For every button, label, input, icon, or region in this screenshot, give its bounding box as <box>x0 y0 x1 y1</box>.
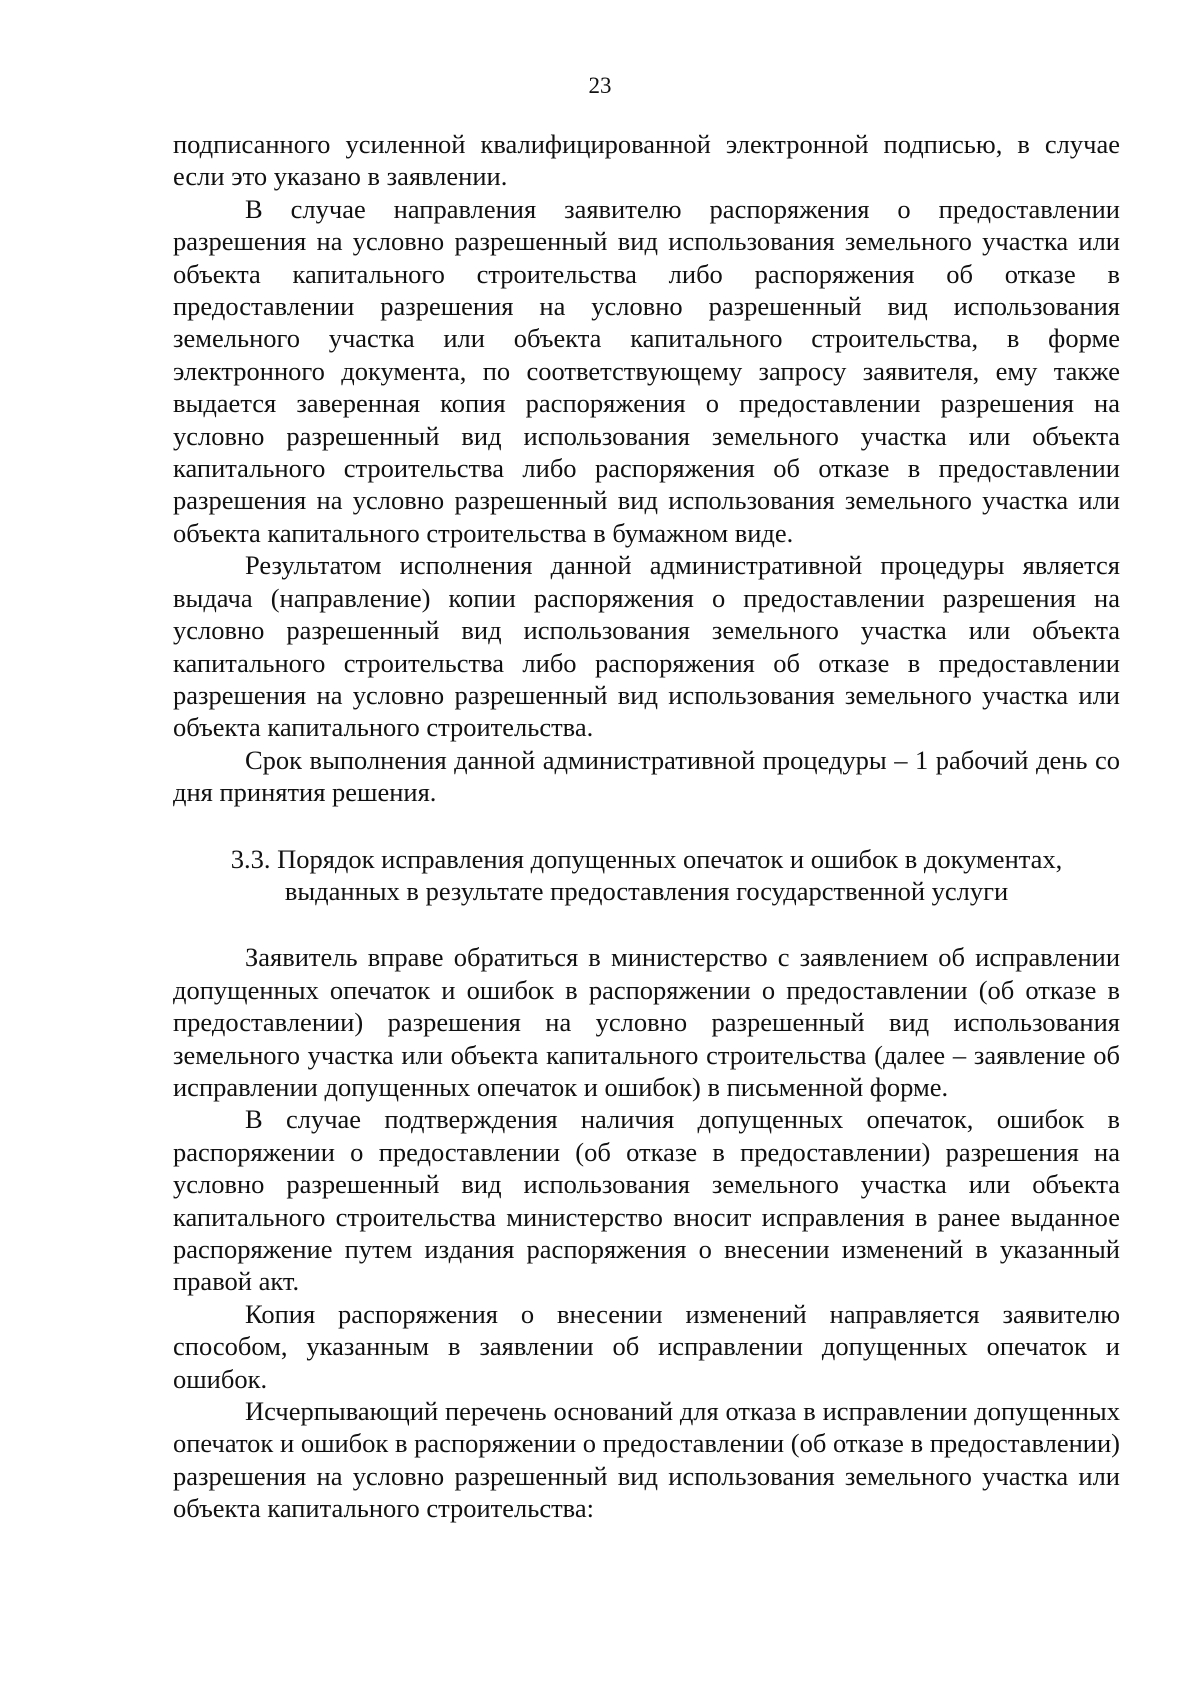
section-heading <box>173 843 1120 908</box>
paragraph-procedure-deadline: Срок выполнения данной административной процедуры – 1 рабочий день со дня принятия решения. <box>173 744 1120 808</box>
paragraph-continuation: подписанного усиленной квалифицированной электронной подписью, в случае если это указано в заявлении. <box>173 129 1120 192</box>
paragraph-copy-sent: Копия распоряжения о внесении изменений направляется заявителю способом, указанным в заявлении об исправлении допущенных опечаток и ошибок. <box>173 1298 1120 1394</box>
paragraph-electronic-document-copy: В случае направления заявителю распоряжения о предоставлении разрешения на условно разрешенный вид использования земельного участка или объекта капитального строительства либо распоряжения об отказе в предоставлении разрешения на условно разрешенный вид использования земельного участка или объекта капитального строительства, в форме электронного документа, по соответствующему запросу заявителя, ему также выдается заверенная копия распоряжения о предоставлении разрешения на условно разрешенный вид использования земельного участка или объекта капитального строительства либо распоряжения об отказе в предоставлении разрешения на условно разрешенный вид использования земельного участка или объекта капитального строительства в бумажном виде. <box>173 193 1120 548</box>
paragraph-refusal-grounds: Исчерпывающий перечень оснований для отказа в исправлении допущенных опечаток и ошибок в распоряжении о предоставлении (об отказе в предоставлении) разрешения на условно разрешенный вид использования земельного участка или объекта капитального строительства: <box>173 1396 1120 1524</box>
page-number: 23 <box>588 73 612 98</box>
paragraph-procedure-result: Результатом исполнения данной административной процедуры является выдача (направление) копии распоряжения о предоставлении разрешения на условно разрешенный вид использования земельного участка или объекта капитального строительства либо распоряжения об отказе в предоставлении разрешения на условно разрешенный вид использования земельного участка или объекта капитального строительства. <box>173 550 1120 743</box>
section-heading-line-1: 3.3. Порядок исправления допущенных опечаток и ошибок в документах, <box>230 843 1063 874</box>
document-body <box>173 128 1120 1525</box>
paragraph-correction-confirmation: В случае подтверждения наличия допущенных опечаток, ошибок в распоряжении о предоставлении (об отказе в предоставлении) разрешения на условно разрешенный вид использования земельного участка или объекта капитального строительства министерство вносит исправления в ранее выданное распоряжение путем издания распоряжения о внесении изменений в указанный правой акт. <box>173 1104 1120 1297</box>
section-heading-line-2: выданных в результате предоставления государственной услуги <box>284 875 1009 906</box>
paragraph-applicant-right: Заявитель вправе обратиться в министерство с заявлением об исправлении допущенных опечаток и ошибок в распоряжении о предоставлении (об отказе в предоставлении) разрешения на условно разрешенный вид использования земельного участка или объекта капитального строительства (далее – заявление об исправлении допущенных опечаток и ошибок) в письменной форме. <box>173 942 1120 1102</box>
